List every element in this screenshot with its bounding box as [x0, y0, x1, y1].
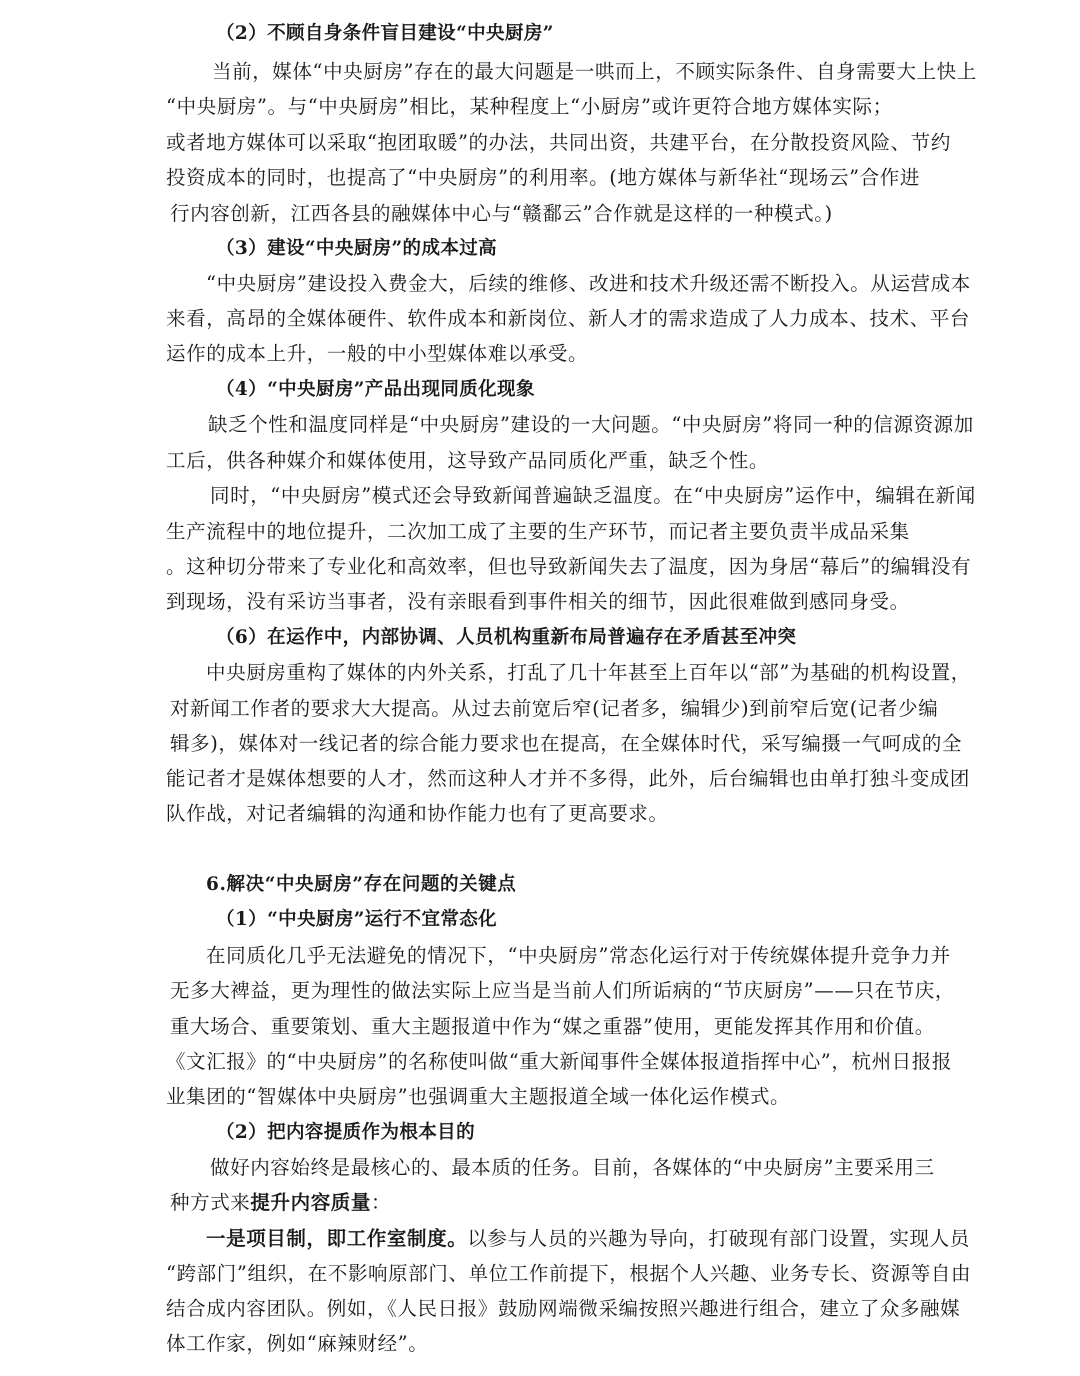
text-run: ： [371, 1191, 392, 1214]
paragraph-line: 队作战，对记者编辑的沟通和协作能力也有了更高要求。 [166, 802, 669, 825]
heading-4: （4）“中央厨房”产品出现同质化现象 [216, 379, 535, 400]
paragraph-line: 对新闻工作者的要求大大提高。从过去前宽后窄(记者多，编辑少)到前窄后宽(记者少编 [170, 697, 939, 720]
paragraph-line [170, 1191, 984, 1215]
paragraph-line: 辑多)，媒体对一线记者的综合能力要求也在提高，在全媒体时代，采写编摄一气呵成的全 [170, 732, 963, 755]
paragraph-line: 工后，供各种媒介和媒体使用，这导致产品同质化严重，缺乏个性。 [166, 449, 770, 472]
paragraph-line: 当前，媒体“中央厨房”存在的最大问题是一哄而上，不顾实际条件、自身需要大上快上 [212, 60, 977, 83]
paragraph-line: 投资成本的同时，也提高了“中央厨房”的利用率。(地方媒体与新华社“现场云”合作进 [166, 166, 920, 189]
paragraph-line: 在同质化几乎无法避免的情况下，“中央厨房”常态化运行对于传统媒体提升竞争力并 [206, 944, 951, 967]
paragraph-line: 重大场合、重要策划、重大主题报道中作为“媒之重器”使用，更能发挥其作用和价值。 [170, 1015, 935, 1038]
emphasis-text: 一是项目制，即工作室制度。 [206, 1227, 468, 1250]
paragraph-line: 来看，高昂的全媒体硬件、软件成本和新岗位、新人才的需求造成了人力成本、技术、平台 [166, 307, 971, 330]
heading-3: （3）建设“中央厨房”的成本过高 [216, 238, 498, 259]
paragraph-line: 到现场，没有采访当事者，没有亲眼看到事件相关的细节，因此很难做到感同身受。 [166, 590, 910, 613]
paragraph-line: 结合成内容团队。例如，《人民日报》鼓励网端微采编按照兴趣进行组合，建立了众多融媒 [166, 1297, 961, 1320]
paragraph-line: 或者地方媒体可以采取“抱团取暖”的办法，共同出资，共建平台，在分散投资风险、节约 [166, 131, 951, 154]
paragraph-line: 缺乏个性和温度同样是“中央厨房”建设的一大问题。“中央厨房”将同一种的信源资源加 [208, 413, 974, 436]
subheading-2: （2）把内容提质作为根本目的 [216, 1122, 475, 1143]
paragraph-line: 《文汇报》的“中央厨房”的名称使叫做“重大新闻事件全媒体报道指挥中心”，杭州日报报 [166, 1050, 952, 1073]
paragraph-line: 运作的成本上升，一般的中小型媒体难以承受。 [166, 342, 589, 365]
subheading-1: （1）“中央厨房”运行不宜常态化 [216, 909, 498, 930]
heading-2: （2）不顾自身条件盲目建设“中央厨房” [216, 23, 554, 44]
paragraph-line: “中央厨房”建设投入费金大，后续的维修、改进和技术升级还需不断投入。从运营成本 [206, 272, 971, 295]
paragraph-line: 能记者才是媒体想要的人才，然而这种人才并不多得，此外，后台编辑也由单打独斗变成团 [166, 767, 971, 790]
paragraph-line: 同时，“中央厨房”模式还会导致新闻普遍缺乏温度。在“中央厨房”运作中，编辑在新闻 [210, 484, 976, 507]
heading-6: （6）在运作中，内部协调、人员机构重新布局普遍存在矛盾甚至冲突 [216, 627, 797, 648]
paragraph-line: 无多大裨益，更为理性的做法实际上应当是当前人们所诟病的“节庆厨房”——只在节庆， [170, 979, 955, 1002]
paragraph-line: 体工作家，例如“麻辣财经”。 [166, 1332, 429, 1355]
paragraph-line: 。这种切分带来了专业化和高效率，但也导致新闻失去了温度，因为身居“幕后”的编辑没有 [166, 555, 972, 578]
paragraph-line: “跨部门”组织，在不影响原部门、单位工作前提下，根据个人兴趣、业务专长、资源等自由 [166, 1262, 972, 1285]
paragraph-line: 行内容创新，江西各县的融媒体中心与“赣鄱云”合作就是这样的一种模式。) [170, 202, 833, 225]
emphasis-text: 提升内容质量 [250, 1191, 372, 1214]
section-title: 6.解决“中央厨房”存在问题的关键点 [206, 874, 517, 895]
paragraph-line: “中央厨房”。与“中央厨房”相比，某种程度上“小厨房”或许更符合地方媒体实际； [166, 95, 893, 118]
text-run: 种方式来 [170, 1191, 251, 1214]
paragraph-line: 生产流程中的地位提升，二次加工成了主要的生产环节，而记者主要负责半成品采集 [166, 520, 910, 543]
text-run: 以参与人员的兴趣为导向，打破现有部门设置，实现人员 [467, 1227, 970, 1250]
paragraph-line [206, 1227, 984, 1251]
paragraph-line: 做好内容始终是最核心的、最本质的任务。目前，各媒体的“中央厨房”主要采用三 [210, 1156, 935, 1179]
paragraph-line: 中央厨房重构了媒体的内外关系，打乱了几十年甚至上百年以“部”为基础的机构设置， [206, 661, 971, 684]
paragraph-line: 业集团的“智媒体中央厨房”也强调重大主题报道全域一体化运作模式。 [166, 1085, 791, 1108]
